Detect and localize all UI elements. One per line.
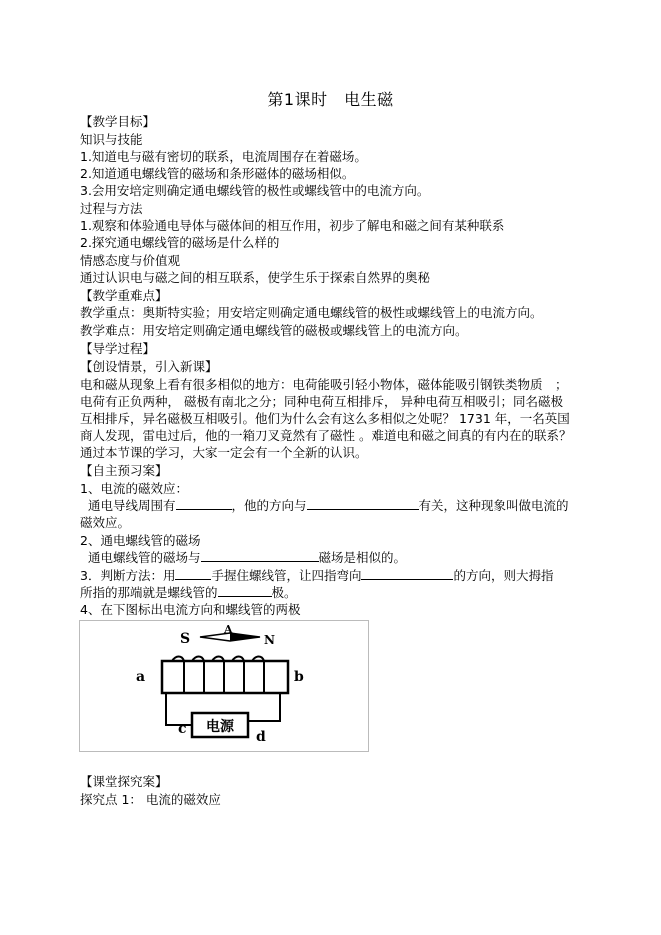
- q1-blank-1[interactable]: [176, 497, 232, 510]
- label-d: d: [256, 729, 266, 745]
- preview-q3-line-2: [80, 584, 297, 601]
- preview-q3-line: [80, 567, 554, 584]
- process-section-heading: 【导学过程】: [80, 341, 156, 356]
- intro-paragraph-line-2: 电荷有正负两种， 磁极有南北之分；同种电荷互相排斥， 异种电荷互相吸引；同名磁极: [80, 394, 563, 409]
- label-c: c: [178, 721, 187, 737]
- compass-north-half: [230, 633, 260, 641]
- preview-q1-title: 1、电流的磁效应：: [80, 481, 188, 496]
- scene-heading: 【创设情景，引入新课】: [80, 359, 218, 374]
- q2-text-a: 通电螺线管的磁场与: [88, 550, 201, 565]
- knowledge-heading: 知识与技能: [80, 132, 143, 147]
- process-item-2: 2.探究通电螺线管的磁场是什么样的: [80, 235, 280, 250]
- knowledge-item-3: 3.会用安培定则确定通电螺线管的极性或螺线管中的电流方向。: [80, 183, 430, 198]
- page-title: 第1课时 电生磁: [267, 90, 394, 109]
- intro-paragraph-line-5: 通过本节课的学习，大家一定会有一个全新的认识。: [80, 445, 368, 460]
- q3-text-c: 的方向，则大拇指: [453, 568, 554, 583]
- label-end-b: b: [294, 669, 304, 685]
- intro-paragraph-line-4: 商人发现，雷电过后，他的一箱刀叉竟然有了磁性 。难道电和磁之间真的有内在的联系？: [80, 428, 572, 443]
- explore-point-1: 探究点 1： 电流的磁效应: [80, 792, 221, 807]
- solenoid-diagram: [80, 621, 368, 751]
- q3-text-b: 手握住螺线管，让四指弯向: [211, 568, 362, 583]
- q1-text-b: ，他的方向与: [231, 498, 307, 513]
- q3-text-e: 极。: [271, 585, 297, 600]
- q2-blank-1[interactable]: [201, 549, 319, 562]
- q3-text-d: 所指的那端就是螺线管的: [80, 585, 218, 600]
- q1-text-c: 有关，这种现象叫做电流的: [418, 498, 569, 513]
- q3-blank-3[interactable]: [218, 584, 272, 597]
- q3-blank-1[interactable]: [175, 567, 211, 580]
- process-item-1: 1.观察和体验通电导体与磁体间的相互作用，初步了解电和磁之间有某种联系: [80, 218, 505, 233]
- q1-continuation: 磁效应。: [80, 515, 131, 530]
- goals-heading: 【教学目标】: [80, 114, 156, 129]
- label-end-a: a: [136, 669, 146, 685]
- emotion-item-1: 通过认识电与磁之间的相互联系，使学生乐于探索自然界的奥秘: [80, 270, 431, 285]
- explore-heading: 【课堂探究案】: [80, 774, 168, 789]
- knowledge-item-2: 2.知道通电螺线管的磁场和条形磁体的磁场相似。: [80, 166, 355, 181]
- q1-blank-2[interactable]: [307, 497, 419, 510]
- label-s: S: [180, 631, 191, 647]
- q1-text-a: 通电导线周围有: [88, 498, 176, 513]
- solenoid-figure: [79, 620, 369, 752]
- emotion-heading: 情感态度与价值观: [80, 253, 181, 268]
- intro-paragraph-line-3: 互相排斥，异名磁极互相吸引。他们为什么会有这么多相似之处呢？ 1731 年，一名英国: [80, 411, 570, 426]
- knowledge-item-1: 1.知道电与磁有密切的联系，电流周围存在着磁场。: [80, 149, 367, 164]
- teaching-focus: 教学重点：奥斯特实验；用安培定则确定通电螺线管的极性或螺线管上的电流方向。: [80, 305, 543, 320]
- power-source-label: 电源: [206, 719, 234, 735]
- preview-q2-line: [88, 549, 406, 566]
- q3-text-a: 3．判断方法：用: [80, 568, 176, 583]
- preview-q2-title: 2、通电螺线管的磁场: [80, 533, 201, 548]
- label-n: N: [264, 633, 275, 647]
- preview-heading: 【自主预习案】: [80, 463, 168, 478]
- intro-paragraph-line-1: 电和磁从现象上看有很多相似的地方：电荷能吸引轻小物体，磁体能吸引钢铁类物质 ；: [80, 377, 568, 392]
- q2-text-b: 磁场是相似的。: [318, 550, 407, 565]
- preview-q4: 4、在下图标出电流方向和螺线管的两极: [80, 602, 301, 617]
- teaching-difficulty: 教学难点：用安培定则确定通电螺线管的磁极或螺线管上的电流方向。: [80, 323, 468, 338]
- wire-right: [248, 693, 280, 721]
- process-heading: 过程与方法: [80, 201, 143, 216]
- label-a-top: A: [224, 623, 233, 636]
- preview-q1-line: [88, 497, 569, 514]
- key-points-heading: 【教学重难点】: [80, 288, 168, 303]
- q3-blank-2[interactable]: [361, 567, 453, 580]
